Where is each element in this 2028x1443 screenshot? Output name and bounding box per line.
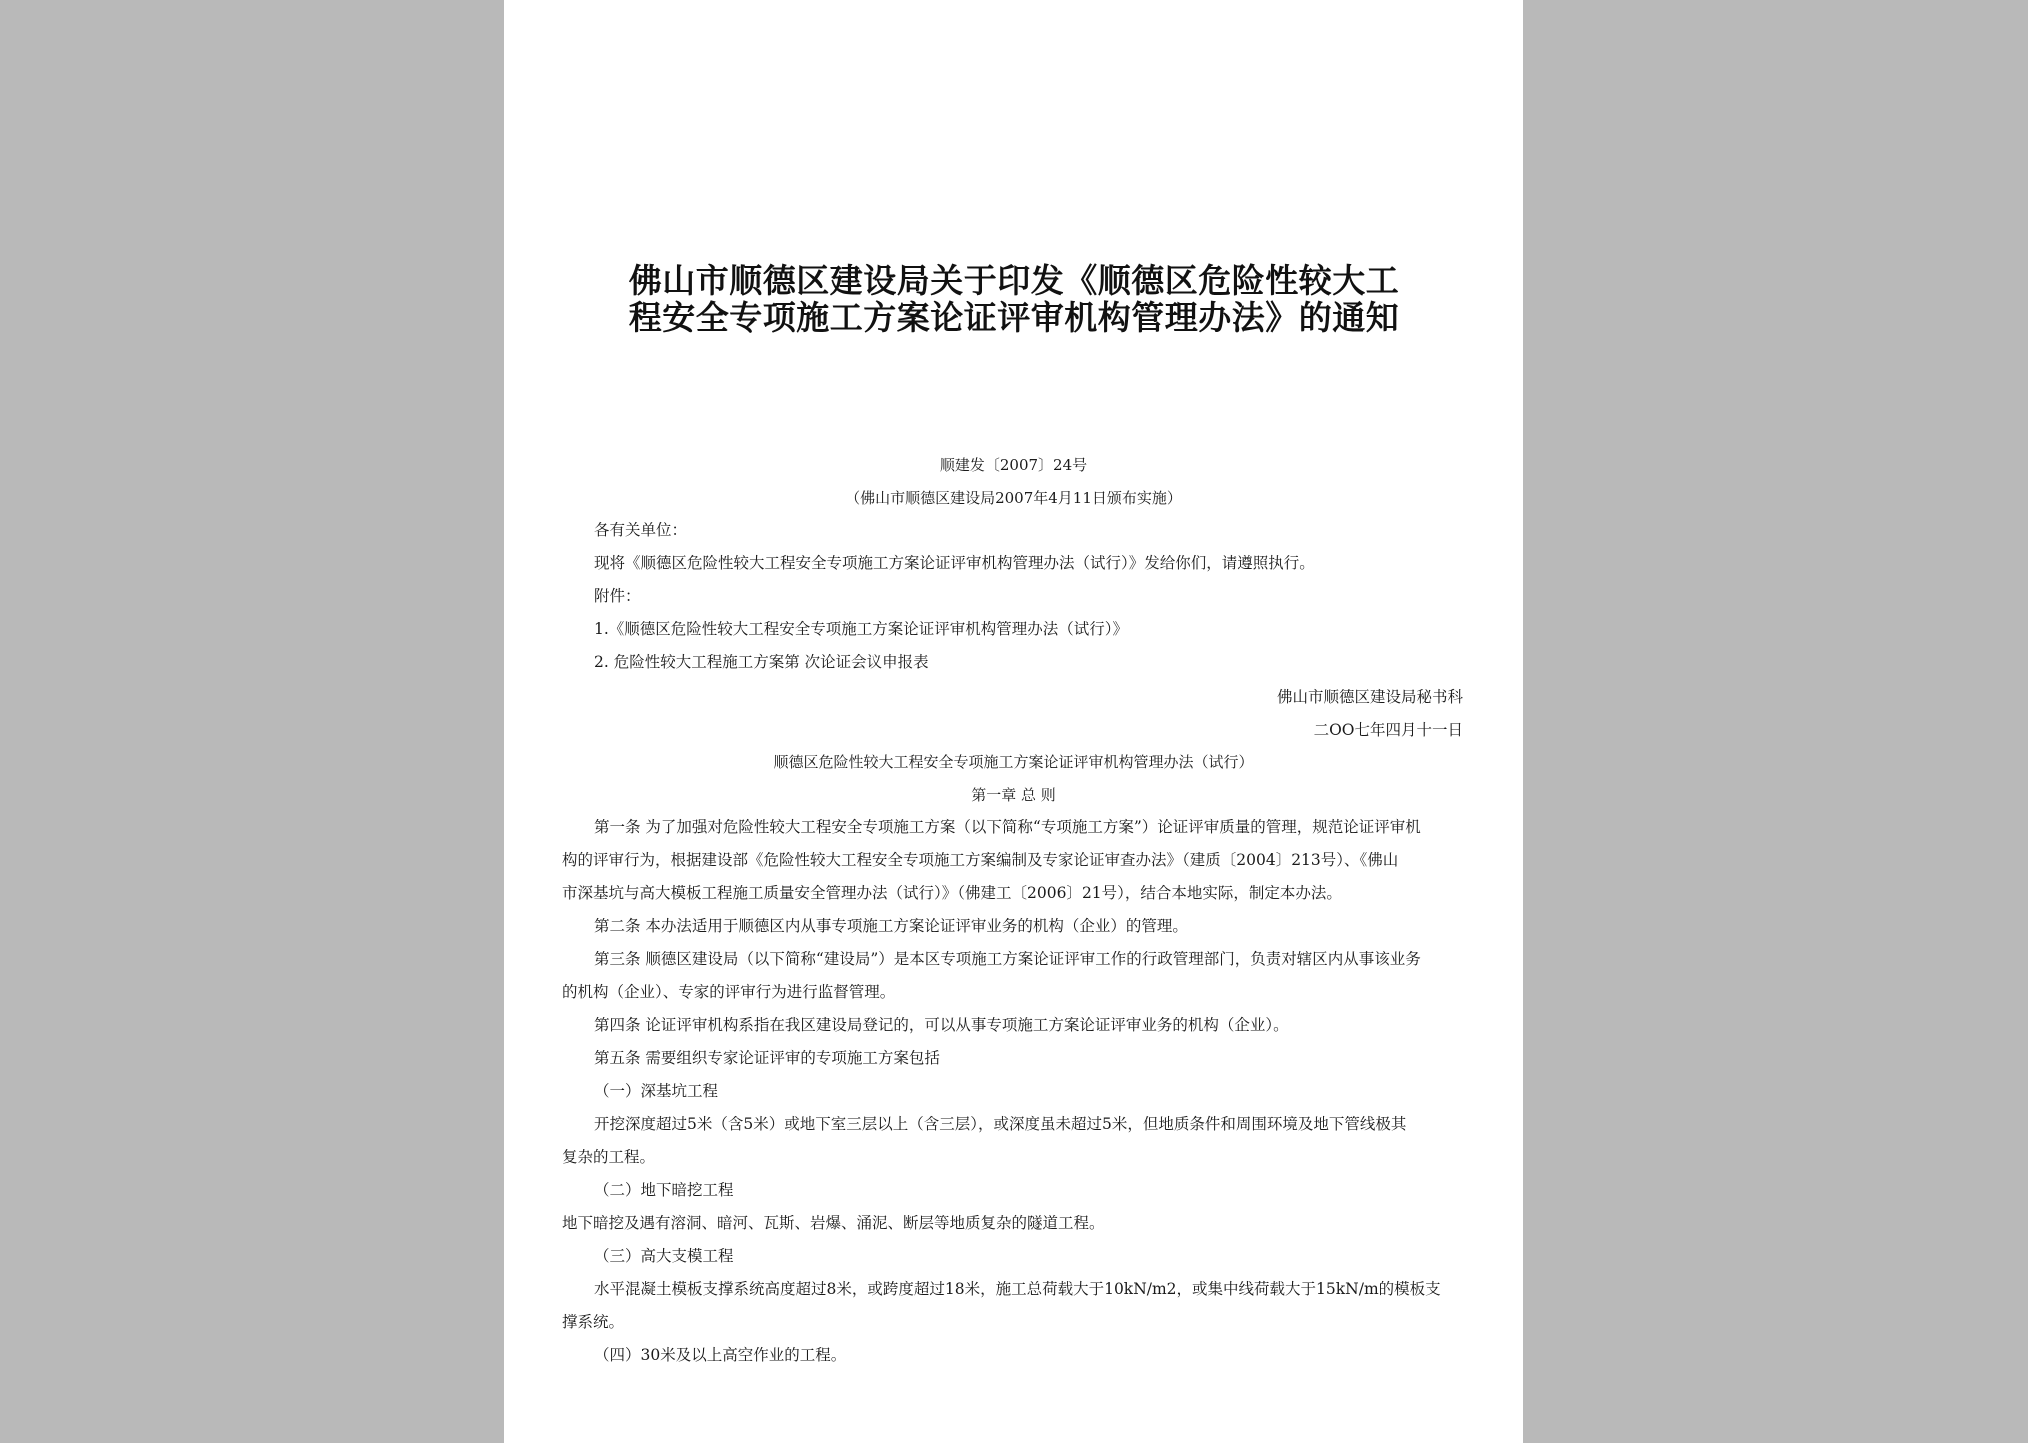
article-2: 第二条 本办法适用于顺德区内从事专项施工方案论证评审业务的机构（企业）的管理。 [594,917,1188,935]
item-1-line-2: 复杂的工程。 [562,1148,656,1166]
item-1-line-1: 开挖深度超过5米（含5米）或地下室三层以上（含三层），或深度虽未超过5米，但地质条件和周围环境及地下管线极其 [594,1115,1407,1133]
article-3-line-1: 第三条 顺德区建设局（以下简称“建设局”）是本区专项施工方案论证评审工作的行政管理部门，负责对辖区内从事该业务 [594,950,1421,968]
title-line-1: 佛山市顺德区建设局关于印发《顺德区危险性较大工 [628,261,1400,300]
article-1-line-3: 市深基坑与高大模板工程施工质量安全管理办法（试行）》（佛建工〔2006〕21号），结合本地实际，制定本办法。 [562,884,1342,902]
item-2-line-1: 地下暗挖及遇有溶洞、暗河、瓦斯、岩爆、涌泥、断层等地质复杂的隧道工程。 [562,1214,1105,1232]
measures-title: 顺德区危险性较大工程安全专项施工方案论证评审机构管理办法（试行） [773,753,1254,771]
salutation: 各有关单位： [594,521,688,539]
item-2-heading: （二）地下暗挖工程 [594,1181,734,1199]
issue-note: （佛山市顺德区建设局2007年4月11日颁布实施） [845,489,1182,507]
attachment-item-2: 2. 危险性较大工程施工方案第 次论证会议申报表 [594,653,929,671]
item-1-heading: （一）深基坑工程 [594,1082,719,1100]
issue-date: 二OO七年四月十一日 [1313,721,1463,739]
item-3-heading: （三）高大支模工程 [594,1247,734,1265]
chapter-heading: 第一章 总 则 [971,786,1056,804]
issuer-signature: 佛山市顺德区建设局秘书科 [1276,688,1463,706]
article-1-line-1: 第一条 为了加强对危险性较大工程安全专项施工方案（以下简称“专项施工方案”）论证评审质量的管理，规范论证评审机 [594,818,1421,836]
intro-paragraph: 现将《顺德区危险性较大工程安全专项施工方案论证评审机构管理办法（试行）》发给你们，请遵照执行。 [594,554,1315,572]
item-4-heading: （四）30米及以上高空作业的工程。 [594,1346,847,1364]
document-page [504,0,1523,1443]
title-line-2: 程安全专项施工方案论证评审机构管理办法》的通知 [628,298,1400,337]
article-4: 第四条 论证评审机构系指在我区建设局登记的，可以从事专项施工方案论证评审业务的机构（企业）。 [594,1016,1289,1034]
attachment-item-1: 1.《顺德区危险性较大工程安全专项施工方案论证评审机构管理办法（试行）》 [594,620,1129,638]
article-3-line-2: 的机构（企业）、专家的评审行为进行监督管理。 [562,983,896,1001]
document-title [584,262,1444,336]
document-number: 顺建发〔2007〕24号 [939,456,1088,474]
article-1-line-2: 构的评审行为，根据建设部《危险性较大工程安全专项施工方案编制及专家论证审查办法》（建质〔2004〕213号）、《佛山 [562,851,1399,869]
item-3-line-2: 撑系统。 [562,1313,625,1331]
attachment-label: 附件： [594,587,641,605]
article-5: 第五条 需要组织专家论证评审的专项施工方案包括 [594,1049,940,1067]
item-3-line-1: 水平混凝土模板支撑系统高度超过8米，或跨度超过18米，施工总荷载大于10kN/m2，或集中线荷载大于15kN/m的模板支 [594,1280,1441,1298]
